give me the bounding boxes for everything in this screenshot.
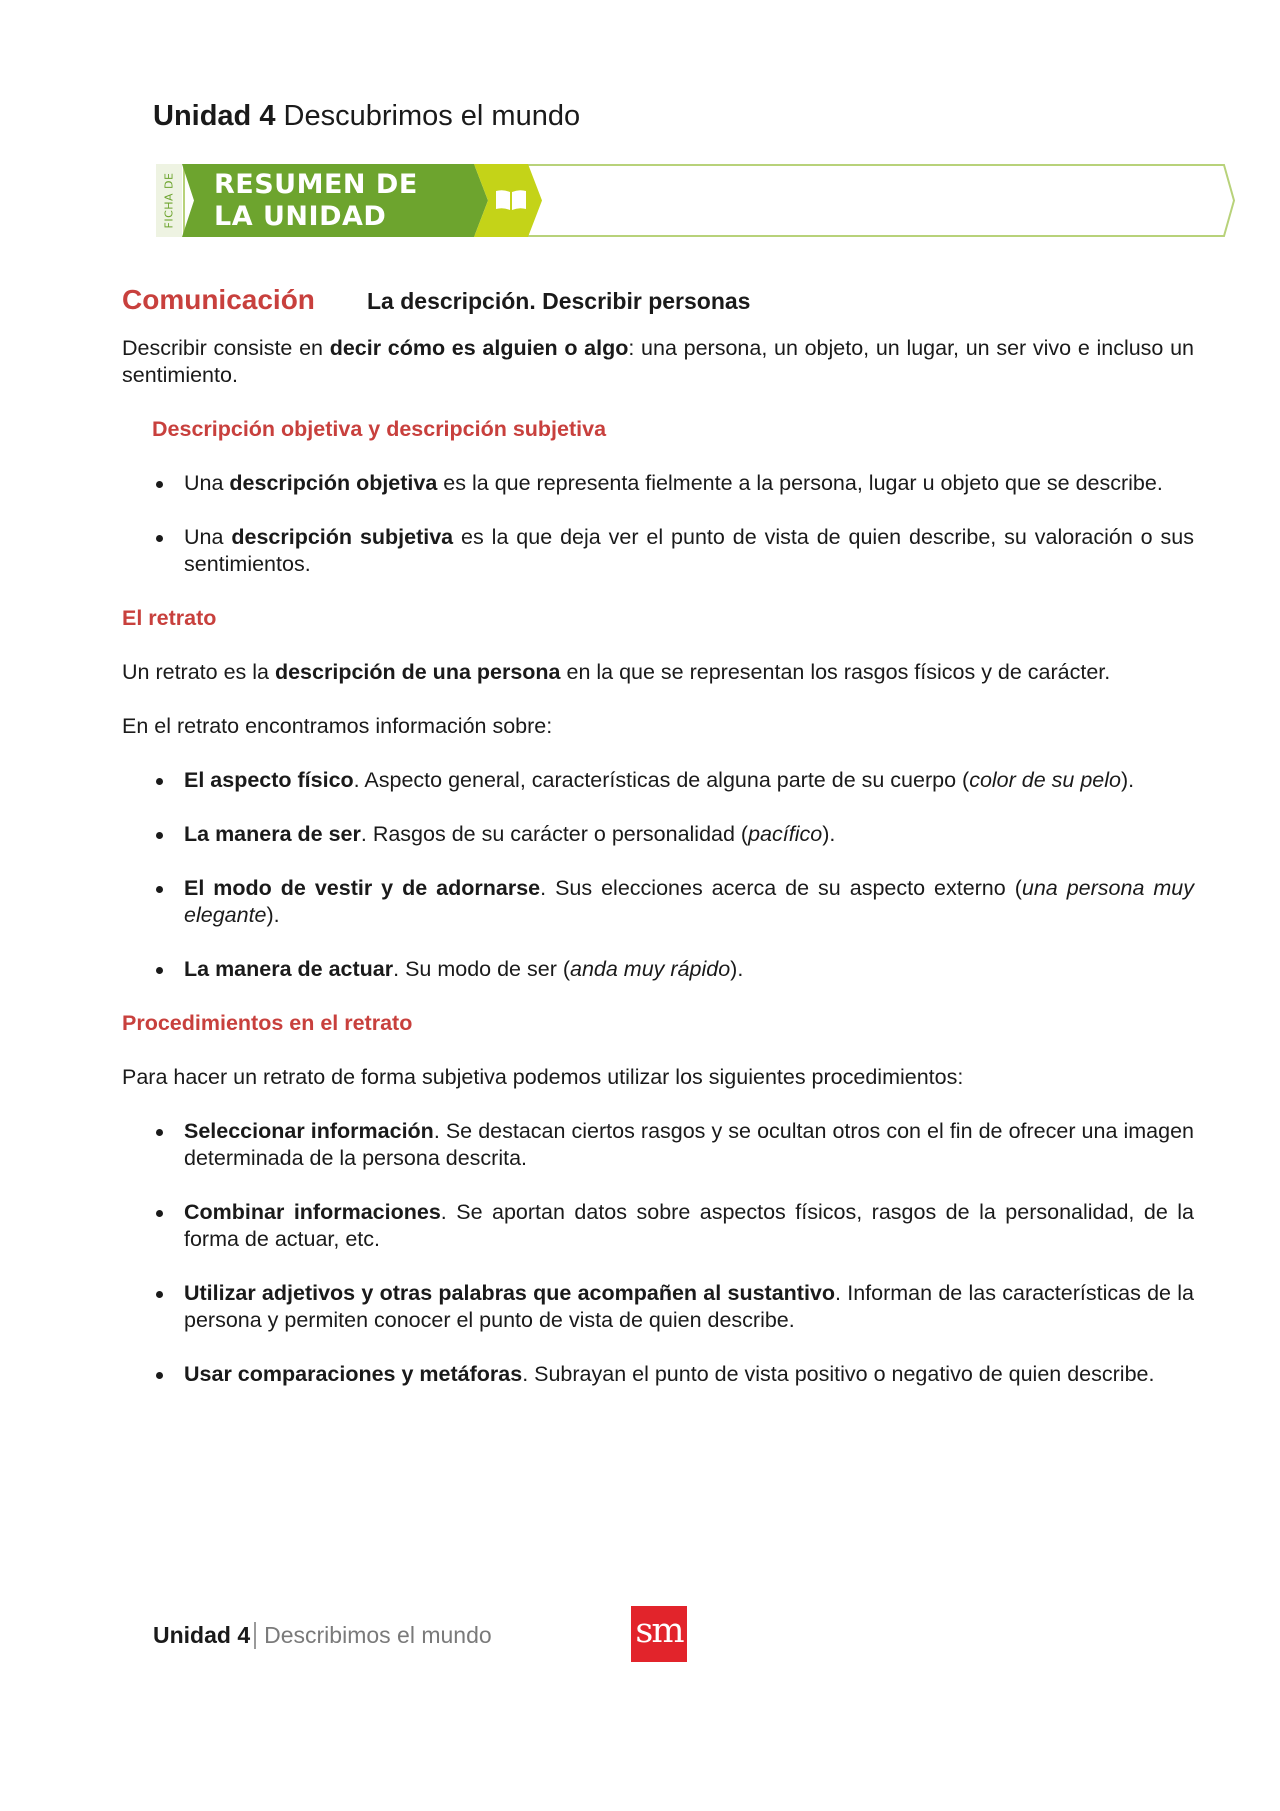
- footer-title: Describimos el mundo: [264, 1622, 492, 1648]
- procedimientos-intro: Para hacer un retrato de forma subjetiva podemos utilizar los siguientes procedimientos:: [122, 1065, 964, 1089]
- list-item: Combinar informaciones. Se aportan datos sobre aspectos físicos, rasgos de la personalidad, de la forma de actuar, etc.: [122, 1199, 1194, 1253]
- open-book-icon: [494, 188, 528, 212]
- banner-title: RESUMEN DE LA UNIDAD: [214, 169, 418, 232]
- procedimientos-list: [122, 1118, 1194, 1388]
- list-item: Seleccionar información. Se destacan ciertos rasgos y se ocultan otros con el fin de ofrecer una imagen determinada de la persona descrita.: [122, 1118, 1194, 1172]
- banner-ficha-de: FICHA DE: [162, 172, 176, 229]
- retrato-list: [122, 767, 1194, 983]
- retrato-paragraph: Un retrato es la descripción de una persona en la que se representan los rasgos físicos y de carácter.: [122, 660, 1111, 684]
- list-item: Usar comparaciones y metáforas. Subrayan el punto de vista positivo o negativo de quien describe.: [122, 1361, 1194, 1388]
- content: [122, 286, 1194, 1415]
- subheading-retrato: El retrato: [122, 606, 217, 630]
- intro-paragraph: Describir consiste en decir cómo es alguien o algo: una persona, un objeto, un lugar, un ser vivo e incluso un sentimiento.: [122, 336, 1194, 387]
- list-item: La manera de actuar. Su modo de ser (anda muy rápido).: [122, 956, 1194, 983]
- objective-subjective-list: [122, 470, 1194, 578]
- unit-summary-banner: [156, 164, 1236, 237]
- header-title: Descubrimos el mundo: [283, 100, 581, 132]
- section-heading: [122, 286, 1194, 315]
- retrato-info-paragraph: En el retrato encontramos información sobre:: [122, 714, 553, 738]
- page-footer: [153, 1622, 492, 1649]
- list-item: Utilizar adjetivos y otras palabras que acompañen al sustantivo. Informan de las características de la persona y permiten conocer el punto de vista de quien describe.: [122, 1280, 1194, 1334]
- subheading-objective-subjective: Descripción objetiva y descripción subjetiva: [152, 417, 607, 441]
- footer-unit: Unidad 4: [153, 1622, 251, 1648]
- list-item: El modo de vestir y de adornarse. Sus elecciones acerca de su aspecto externo (una persona muy elegante).: [122, 875, 1194, 929]
- subheading-procedimientos: Procedimientos en el retrato: [122, 1011, 413, 1035]
- publisher-logo: sm: [631, 1606, 687, 1662]
- section-topic: La descripción. Describir personas: [367, 288, 751, 314]
- section-name: Comunicación: [122, 284, 315, 315]
- list-item: La manera de ser. Rasgos de su carácter o personalidad (pacífico).: [122, 821, 1194, 848]
- footer-divider: [254, 1622, 256, 1649]
- list-item: Una descripción subjetiva es la que deja ver el punto de vista de quien describe, su valoración o sus sentimientos.: [122, 524, 1194, 578]
- header-unit: Unidad 4: [153, 100, 276, 132]
- page-header: [153, 100, 580, 133]
- list-item: Una descripción objetiva es la que representa fielmente a la persona, lugar u objeto que se describe.: [122, 470, 1194, 497]
- list-item: El aspecto físico. Aspecto general, características de alguna parte de su cuerpo (color de su pelo).: [122, 767, 1194, 794]
